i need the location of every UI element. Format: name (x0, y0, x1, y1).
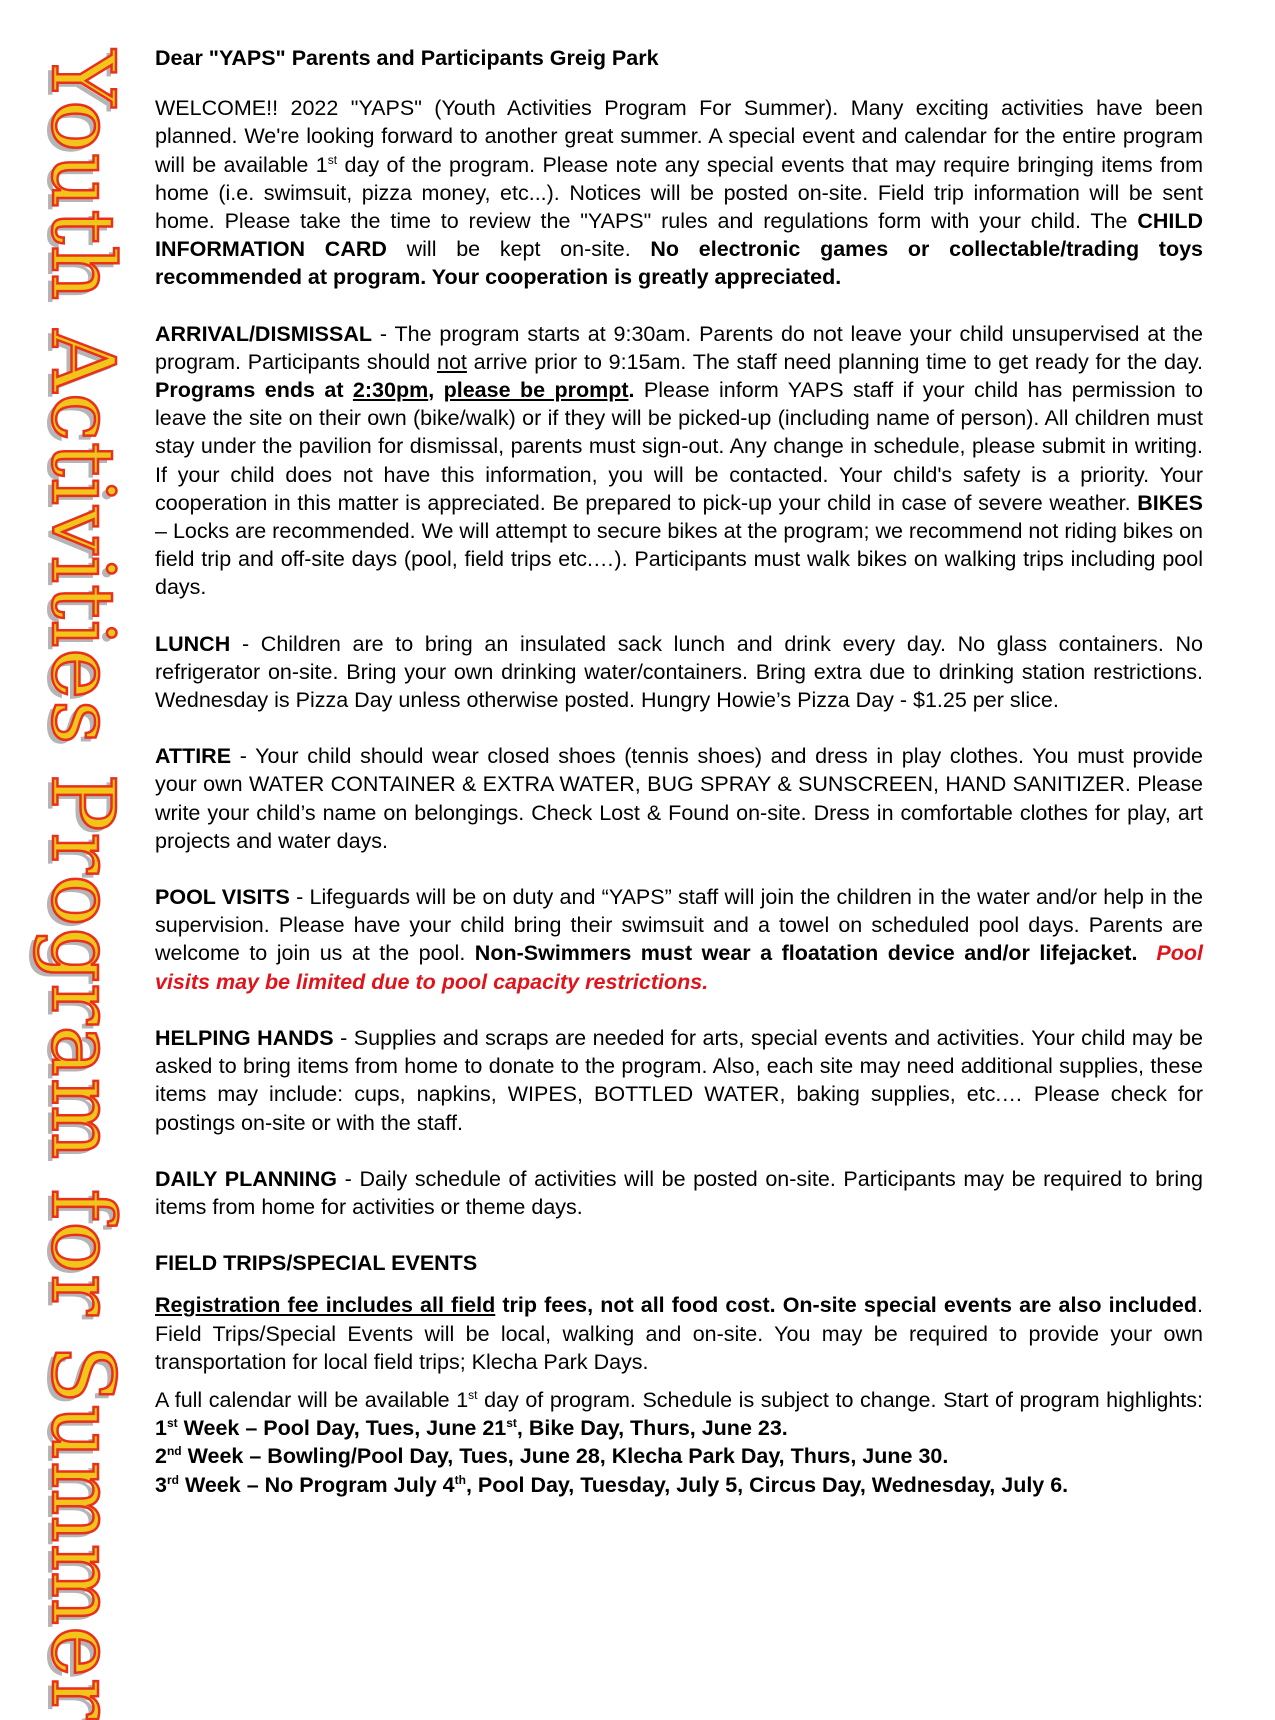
program-end-time: 2:30pm (352, 378, 429, 403)
pool-title: POOL VISITS (155, 885, 290, 910)
pool-text: - Lifeguards will be on duty and “YAPS” staff will join the children in the water and/or help in the supervision. Please have your child bring their swimsuit and a towel on scheduled pool days. Parents are welcome to join us at the pool. (155, 885, 1203, 966)
calendar-paragraph (155, 1386, 1203, 1499)
lunch-text: - Children are to bring an insulated sack lunch and drink every day. No glass containers. No refrigerator on-site. Bring your own drinking water/containers. Bring extra due to drinking station restrictions. Wednesday is Pizza Day unless otherwise posted. Hungry Howie’s Pizza Day - $1.25 per slice. (155, 631, 1203, 713)
helping-title: HELPING HANDS (155, 1025, 334, 1050)
calendar-text: A full calendar will be available 1 (155, 1387, 469, 1412)
arrival-not: not (437, 349, 467, 374)
pool-paragraph (155, 883, 1203, 996)
attire-title: ATTIRE (155, 744, 232, 769)
welcome-text-3: will be kept on-site. (386, 237, 651, 262)
welcome-notice: No electronic games or collectable/trading toys recommended at program. Your cooperation is greatly appreciated. (155, 237, 1204, 290)
attire-paragraph (155, 742, 1203, 855)
welcome-sup: st (327, 152, 338, 167)
arrival-text: - The program starts at 9:30am. Parents do not leave your child unsupervised at the program. Participants should (155, 321, 1203, 374)
welcome-text: WELCOME!! 2022 "YAPS" (Youth Activities Program For Summer). Many exciting activities have been planned. We're looking forward to another great summer. A special event and calendar for the entire program will be available 1 (155, 96, 1203, 177)
week-1-highlight: 1st Week – Pool Day, Tues, June 21st, Bike Day, Thurs, June 23. (155, 1416, 788, 1441)
registration-fee-text: Registration fee includes all field (155, 1293, 496, 1318)
arrival-text-3: Please inform YAPS staff if your child has permission to leave the site on their own (bike/walk) or if they will be picked-up (including name of person). All children must stay under the pavilion for dismissal, parents must sign-out. Any change in schedule, please submit in writing. If your child does not have this information, you will be contacted. Your child's safety is a priority. Your cooperation in this matter is appreciated. Be prepared to pick-up your child in case of severe weather. (155, 378, 1203, 515)
lunch-title: LUNCH (155, 631, 231, 656)
program-ends-label: Programs ends at (155, 378, 353, 403)
daily-text: - Daily schedule of activities will be posted on-site. Participants may be required to bring items from home for activities or theme days. (155, 1166, 1204, 1219)
helping-paragraph (155, 1024, 1203, 1137)
week-3-highlight: 3rd Week – No Program July 4th, Pool Day, Tuesday, July 5, Circus Day, Wednesday, July 6. (155, 1472, 1069, 1497)
helping-text: - Supplies and scraps are needed for arts, special events and activities. Your child may be asked to bring items from home to donate to the program. Also, each site may need additional supplies, these items may include: cups, napkins, WIPES, BOTTLED WATER, baking supplies, etc.… Please check for postings on-site or with the staff. (155, 1025, 1204, 1135)
letter-body (155, 44, 1203, 1499)
letter-heading: Dear "YAPS" Parents and Participants Greig Park (155, 46, 659, 70)
welcome-text-2: day of the program. Please note any special events that may require bringing items from home (i.e. swimsuit, pizza money, etc...). Notices will be posted on-site. Field trip information will be sent home. Please take the time to review the "YAPS" rules and regulations form with your child. The (155, 152, 1204, 234)
bikes-label: BIKES (1137, 490, 1203, 515)
field-trips-bold: trip fees, not all food cost. On-site special events are also included (495, 1293, 1198, 1318)
daily-title: DAILY PLANNING (155, 1166, 338, 1191)
daily-paragraph (155, 1165, 1203, 1221)
program-end-comma: , (428, 378, 444, 403)
program-end-period: . (628, 378, 635, 403)
child-info-card: CHILD INFORMATION CARD (155, 209, 1203, 262)
non-swimmers-notice: Non-Swimmers must wear a floatation device and/or lifejacket. (474, 941, 1138, 966)
field-trips-paragraph (155, 1291, 1203, 1376)
week-2-highlight: 2nd Week – Bowling/Pool Day, Tues, June 28, Klecha Park Day, Thurs, June 30. (155, 1444, 949, 1469)
welcome-paragraph (155, 94, 1203, 291)
field-trips-text: . Field Trips/Special Events will be local, walking and on-site. You may be required to provide your own transportation for local field trips; Klecha Park Days. (155, 1293, 1203, 1374)
calendar-text-2: day of program. Schedule is subject to change. Start of program highlights: (477, 1387, 1204, 1412)
arrival-title: ARRIVAL/DISMISSAL (155, 321, 372, 346)
bikes-text: – Locks are recommended. We will attempt to secure bikes at the program; we recommend not riding bikes on field trip and off-site days (pool, field trips etc.…). Participants must walk bikes on walking trips including pool days. (155, 519, 1203, 600)
arrival-paragraph (155, 320, 1203, 602)
arrival-text-2: arrive prior to 9:15am. The staff need planning time to get ready for the day. (466, 349, 1204, 374)
please-be-prompt: please be prompt (443, 378, 629, 403)
lunch-paragraph (155, 630, 1203, 715)
side-title: Youth Activities Program for Summer (32, 50, 132, 1720)
attire-text: - Your child should wear closed shoes (tennis shoes) and dress in play clothes. You must provide your own WATER CONTAINER & EXTRA WATER, BUG SPRAY & SUNSCREEN, HAND SANITIZER. Please write your child’s name on belongings. Check Lost & Found on-site. Dress in comfortable clothes for play, art projects and water days. (155, 744, 1203, 853)
field-trips-heading: FIELD TRIPS/SPECIAL EVENTS (155, 1251, 478, 1276)
pool-capacity-warning: Pool visits may be limited due to pool capacity restrictions. (155, 941, 1203, 994)
calendar-sup: st (468, 1387, 478, 1402)
